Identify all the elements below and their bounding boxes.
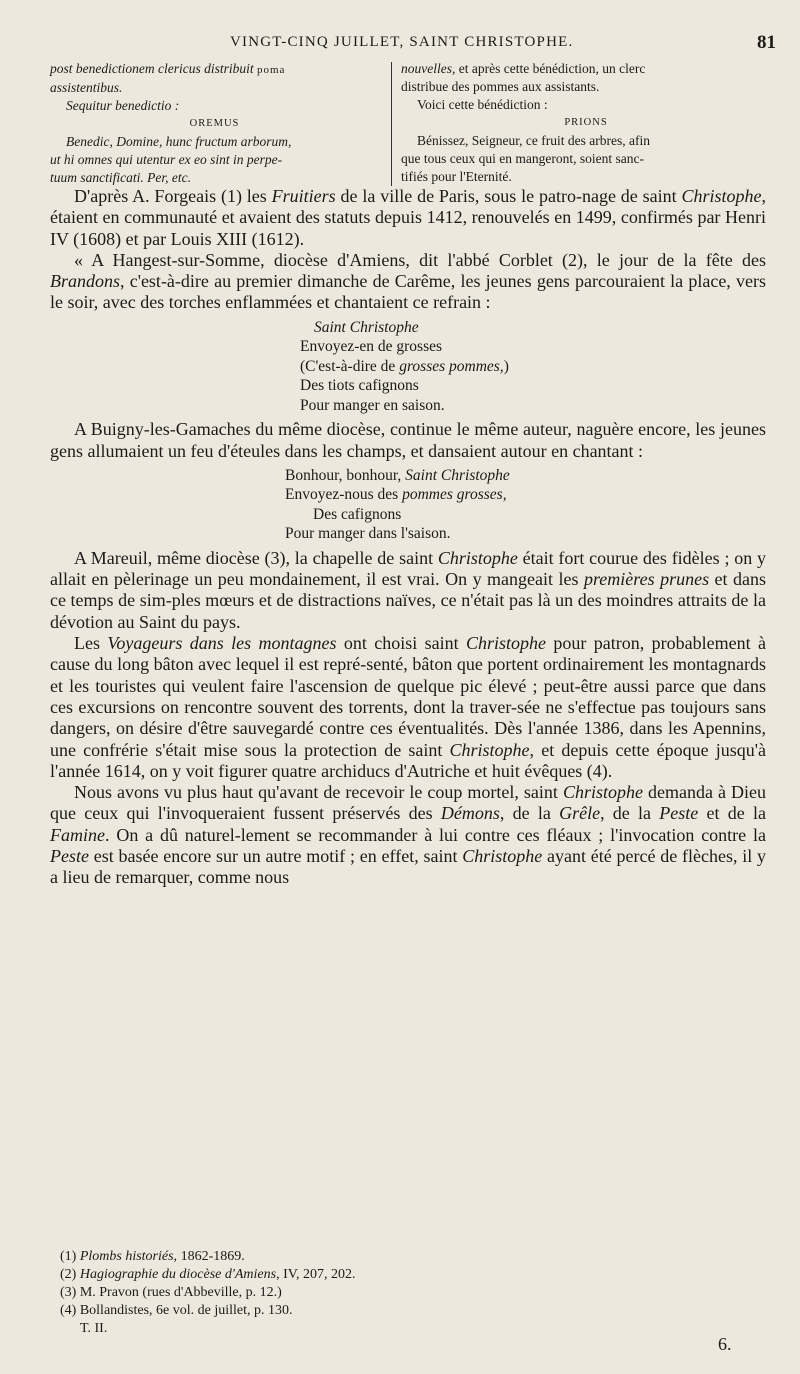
paragraph-hangest: « A Hangest-sur-Somme, diocèse d'Amiens, dit l'abbé Corblet (2), le jour de la fête des Brandons, c'est-à-dire au premier dimanche de Carême, les jeunes gens parcouraient la place, vers le soir, avec des torches enflammées et chantaient ce refrain :	[50, 249, 766, 313]
verse-line: Des cafignons	[313, 505, 402, 523]
running-title: VINGT-CINQ JUILLET, SAINT CHRISTOPHE.	[230, 34, 574, 50]
footnote: (3) M. Pravon (rues d'Abbeville, p. 12.)	[60, 1285, 282, 1300]
volume-mark: T. II.	[80, 1321, 108, 1336]
french-line: Bénissez, Seigneur, ce fruit des arbres, afin	[417, 133, 651, 148]
verse-line: Saint Christophe	[314, 318, 419, 336]
running-header	[0, 34, 800, 60]
verse-line: Envoyez-en de grosses	[300, 338, 443, 356]
french-line: que tous ceux qui en mangeront, soient sanc-	[401, 151, 644, 166]
signature-mark: 6.	[718, 1334, 732, 1354]
paragraph-mareuil: A Mareuil, même diocèse (3), la chapelle de saint Christophe était fort courue des fidèles ; on y allait en pèlerinage un peu mondainement, il est vrai. On y mangeait les premières prunes et dans ce temps de sim-ples mœurs et de distractions naïves, ce n'était pas là un des moindres attraits de la dévotion au Saint du pays.	[50, 547, 767, 632]
paragraph-invocation: Nous avons vu plus haut qu'avant de recevoir le coup mortel, saint Christophe demanda à Dieu que ceux qui l'invoqueraient fussent préservés des Démons, de la Grêle, de la Peste et de la Famine. On a dû naturel-lement se recommander à lui contre ces fléaux ; l'invocation contre la Peste est basée encore sur un autre motif ; en effet, saint Christophe ayant été percé de flèches, il y a lieu de remarquer, comme nous	[50, 782, 767, 888]
latin-line: ut hi omnes qui utentur ex eo sint in perpe-	[50, 152, 283, 167]
verse-line: Des tiots cafignons	[300, 377, 419, 395]
latin-column	[50, 60, 379, 188]
verse-line: Pour manger en saison.	[300, 396, 445, 414]
latin-line: post benedictionem clericus distribuit	[50, 61, 254, 76]
french-line: distribue des pommes aux assistants.	[401, 79, 600, 94]
page-number: 81	[757, 32, 776, 53]
footnote: (1) Plombs historiés, 1862-1869.	[60, 1249, 245, 1264]
prions-heading: PRIONS	[564, 117, 608, 128]
main-text	[50, 186, 766, 889]
latin-line-sc: poma	[256, 64, 286, 76]
french-column	[401, 60, 771, 188]
column-divider	[391, 62, 392, 186]
french-line: et après cette bénédiction, un clerc	[455, 61, 646, 76]
parallel-columns	[50, 60, 766, 188]
paragraph-buigny: A Buigny-les-Gamaches du même diocèse, continue le même auteur, naguère encore, les jeunes gens allumaient un feu d'éteules dans les champs, et dansaient autour en chantant :	[50, 419, 766, 461]
french-line: tifiés pour l'Eternité.	[401, 169, 512, 184]
paragraph-fruitiers: D'après A. Forgeais (1) les Fruitiers de la ville de Paris, sous le patro-nage de saint Christophe, étaient en communauté et avaient des statuts depuis 1412, renouvelés en 1499, confirmés par Henri IV (1608) et par Louis XIII (1612).	[50, 186, 767, 249]
latin-line: Sequitur benedictio :	[66, 98, 180, 113]
latin-line: tuum sanctificati. Per, etc.	[50, 170, 191, 185]
footnote: (2) Hagiographie du diocèse d'Amiens, IV, 207, 202.	[60, 1267, 356, 1282]
verse-line: Pour manger dans l'saison.	[285, 525, 451, 543]
latin-line: assistentibus.	[50, 80, 123, 95]
refrain-hangest: Saint Christophe Envoyez-en de grosses (C'est-à-dire de grosses pommes,) Des tiots cafignons Pour manger en saison.	[300, 318, 509, 414]
paragraph-voyageurs: Les Voyageurs dans les montagnes ont choisi saint Christophe pour patron, probablement à cause du long bâton avec lequel il est repré-senté, bâton que portent ordinairement les montagnards et les touristes qui veulent faire l'ascension de quelque pic élevé ; peut-être aussi parce que dans ces excursions on rencontre souvent des torrents, dont la traver-sée ne s'effectue pas toujours sans dangers, on désire d'être sauvegardé contre ces éventualités. Dès l'année 1386, dans les Apennins, une confrérie s'était mise sous la protection de saint Christophe, et depuis cette époque jusqu'à l'année 1614, on y voit figurer quatre archiducs d'Autriche et huit évêques (4).	[50, 633, 766, 781]
refrain-buigny: Bonhour, bonhour, Saint Christophe Envoyez-nous des pommes grosses, Des cafignons Pour manger dans l'saison.	[285, 466, 510, 543]
french-line: nouvelles,	[401, 61, 456, 76]
oremus-heading: OREMUS	[189, 118, 240, 129]
footnotes	[60, 1248, 760, 1338]
footnote: (4) Bollandistes, 6e vol. de juillet, p. 130.	[60, 1303, 293, 1318]
french-line: Voici cette bénédiction :	[417, 97, 548, 112]
latin-line: Benedic, Domine, hunc fructum arborum,	[66, 134, 292, 149]
